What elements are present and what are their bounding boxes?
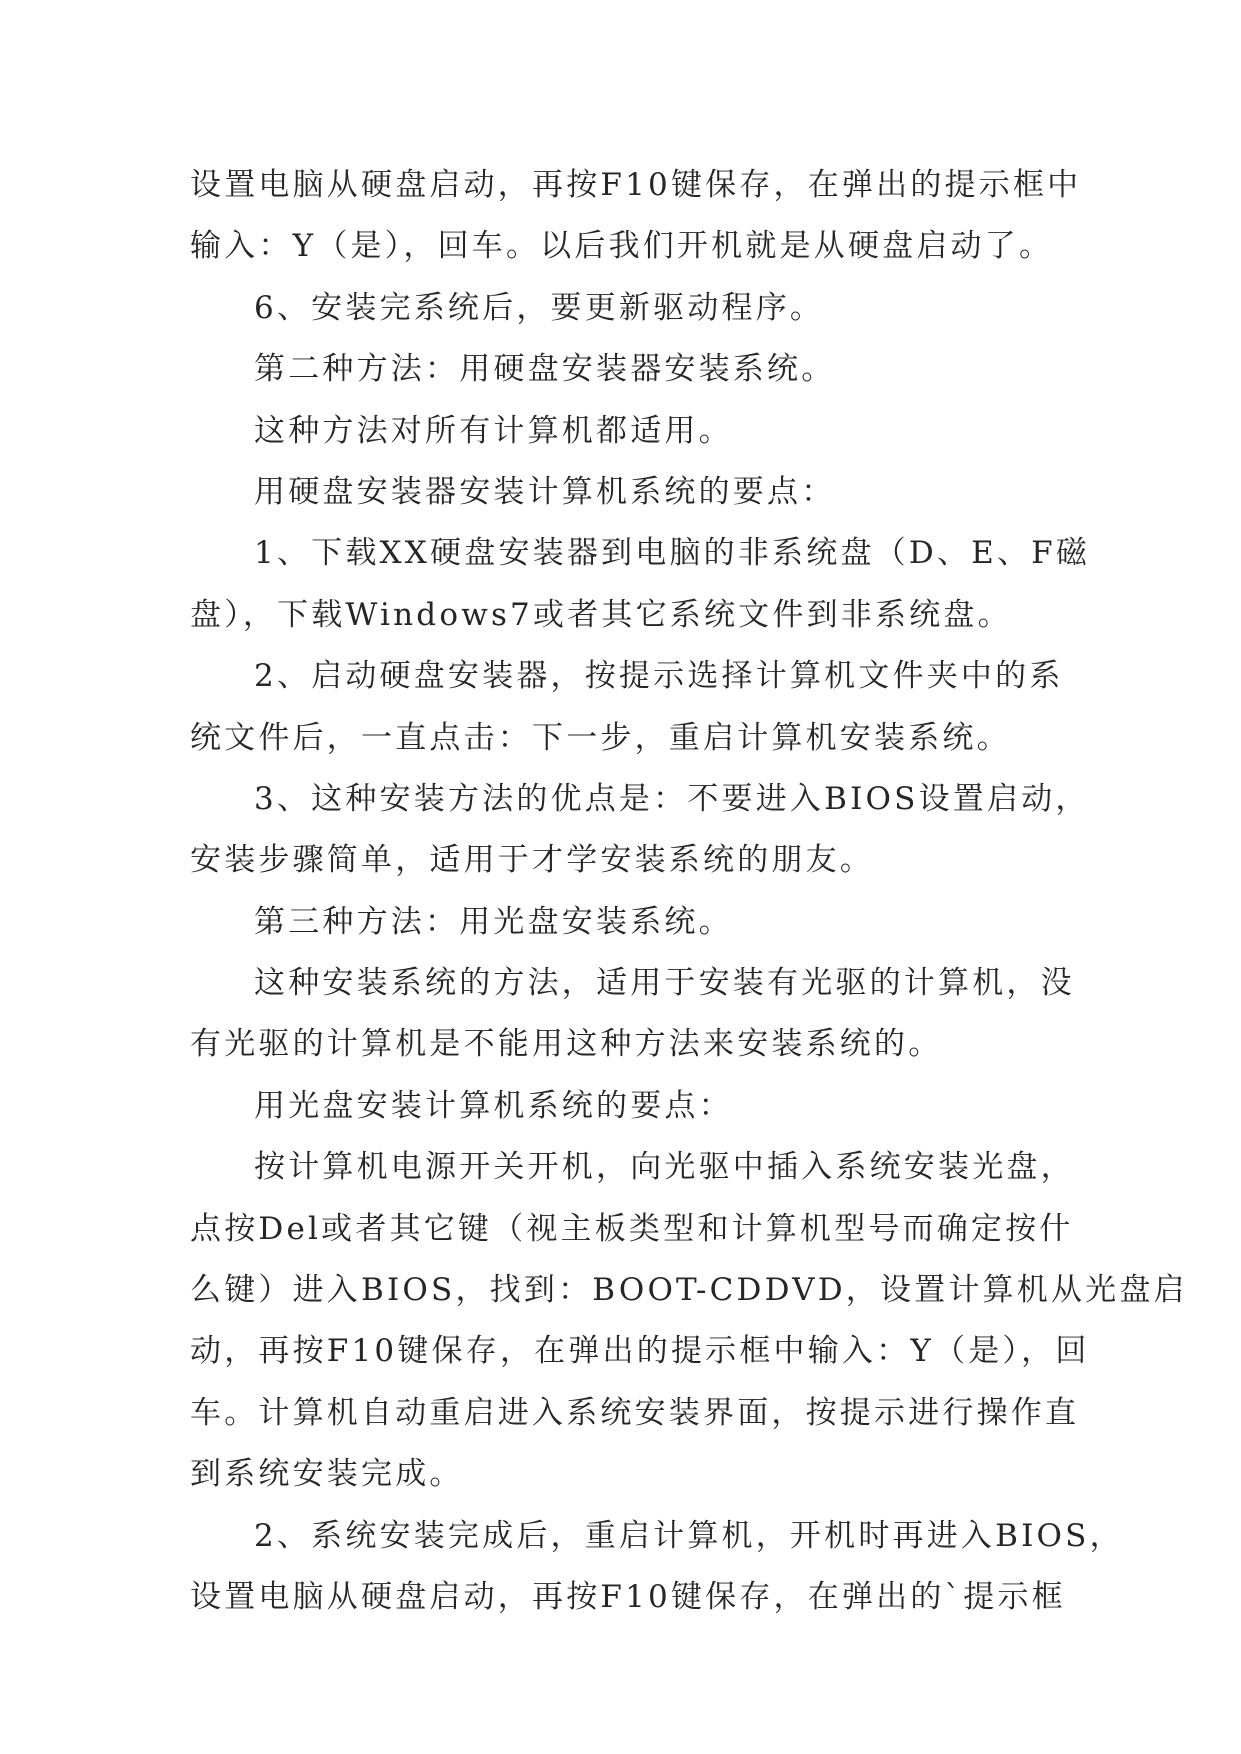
text-line-6: 用硬盘安装器安装计算机系统的要点：: [254, 473, 836, 510]
text-line-21: 车。计算机自动重启进入系统安装界面，按提示进行操作直: [190, 1394, 1080, 1431]
text-line-10: 统文件后，一直点击：下一步，重启计算机安装系统。: [190, 719, 1011, 756]
text-line-16: 用光盘安装计算机系统的要点：: [254, 1087, 733, 1124]
section-heading-method-2: 第二种方法：用硬盘安装器安装系统。: [254, 351, 836, 388]
text-line-14: 这种安装系统的方法，适用于安装有光驱的计算机，没: [254, 965, 1075, 1002]
text-line-7: 1、下载XX硬盘安装器到电脑的非系统盘（D、E、F磁: [254, 535, 1091, 572]
text-line-2: 输入：Y（是），回车。以后我们开机就是从硬盘启动了。: [190, 228, 1054, 265]
text-line-11: 3、这种安装方法的优点是：不要进入BIOS设置启动，: [254, 780, 1090, 817]
text-line-3: 6、安装完系统后，要更新驱动程序。: [254, 289, 825, 326]
text-line-24: 设置电脑从硬盘启动，再按F10键保存，在弹出的`提示框: [190, 1578, 1066, 1615]
text-line-20: 动，再按F10键保存，在弹出的提示框中输入：Y（是），回: [190, 1333, 1090, 1370]
text-line-5: 这种方法对所有计算机都适用。: [254, 412, 733, 449]
section-heading-method-3: 第三种方法：用光盘安装系统。: [254, 903, 733, 940]
text-line-15: 有光驱的计算机是不能用这种方法来安装系统的。: [190, 1026, 943, 1063]
text-line-9: 2、启动硬盘安装器，按提示选择计算机文件夹中的系: [254, 658, 1064, 695]
text-line-18: 点按Del或者其它键（视主板类型和计算机型号而确定按什: [190, 1210, 1074, 1247]
text-line-22: 到系统安装完成。: [190, 1456, 464, 1493]
text-line-17: 按计算机电源开关开机，向光驱中插入系统安装光盘，: [254, 1149, 1075, 1186]
text-line-12: 安装步骤简单，适用于才学安装系统的朋友。: [190, 842, 874, 879]
text-line-8: 盘），下载Windows7或者其它系统文件到非系统盘。: [190, 596, 1012, 633]
text-line-19: 么键）进入BIOS，找到：BOOT-CDDVD，设置计算机从光盘启: [190, 1272, 1188, 1309]
text-line-1: 设置电脑从硬盘启动，再按F10键保存，在弹出的提示框中: [190, 167, 1082, 203]
document-body: [190, 155, 1188, 1628]
text-line-23: 2、系统安装完成后，重启计算机，开机时再进入BIOS，: [254, 1517, 1124, 1554]
